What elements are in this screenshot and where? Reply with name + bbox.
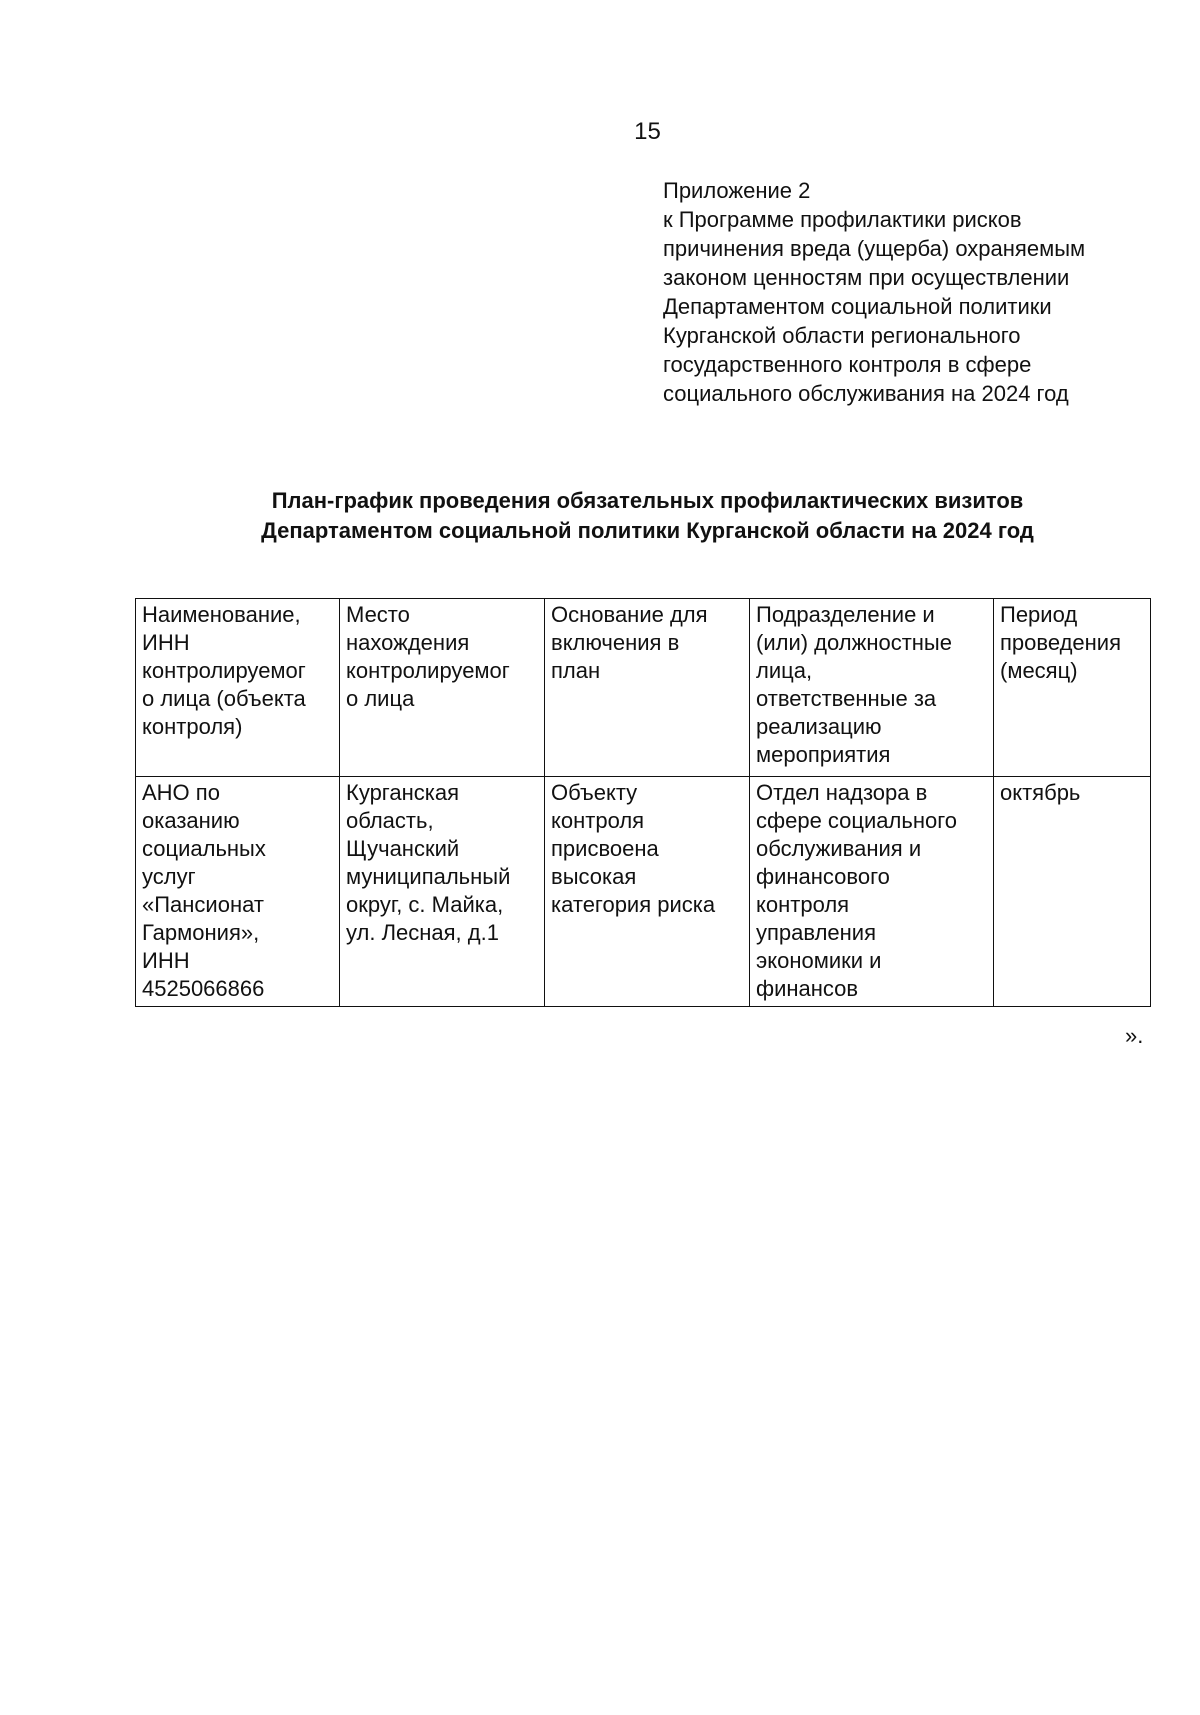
cell-line: экономики и	[756, 948, 882, 973]
header-cell-name-inn	[136, 599, 340, 777]
cell-line: проведения	[1000, 630, 1121, 655]
cell-line: (или) должностные	[756, 630, 952, 655]
table-row	[136, 777, 1151, 1007]
cell-line: ИНН	[142, 948, 190, 973]
cell-line: контроля	[756, 892, 850, 917]
appendix-line: законом ценностям при осуществлении	[663, 265, 1070, 290]
appendix-line: государственного контроля в сфере	[663, 352, 1032, 377]
plan-schedule-table	[135, 598, 1151, 1007]
header-cell-location	[340, 599, 545, 777]
cell-line: о лица (объекта	[142, 686, 306, 711]
cell-line: оказанию	[142, 808, 240, 833]
cell-location	[340, 777, 545, 1007]
document-title	[180, 486, 1115, 546]
cell-line: категория риска	[551, 892, 716, 917]
cell-line: контролируемог	[346, 658, 510, 683]
cell-name-inn	[136, 777, 340, 1007]
cell-line: муниципальный	[346, 864, 511, 889]
cell-line: ул. Лесная, д.1	[346, 920, 499, 945]
cell-line: сфере социального	[756, 808, 957, 833]
cell-line: округ, с. Майка,	[346, 892, 504, 917]
header-cell-basis	[545, 599, 750, 777]
cell-line: Щучанский	[346, 836, 460, 861]
cell-line: Основание для	[551, 602, 708, 627]
cell-line: октябрь	[1000, 780, 1081, 805]
cell-line: финансового	[756, 864, 890, 889]
cell-line: контролируемог	[142, 658, 306, 683]
cell-line: контроля)	[142, 714, 243, 739]
cell-line: Гармония»,	[142, 920, 260, 945]
closing-quote-mark: ».	[1125, 1023, 1144, 1048]
cell-line: Место	[346, 602, 410, 627]
appendix-line: Департаментом социальной политики	[663, 294, 1052, 319]
cell-line: мероприятия	[756, 742, 891, 767]
cell-line: Подразделение и	[756, 602, 935, 627]
header-cell-responsible	[750, 599, 994, 777]
cell-line: АНО по	[142, 780, 220, 805]
title-line: Департаментом социальной политики Курганской области на 2024 год	[261, 518, 1034, 543]
cell-line: ответственные за	[756, 686, 937, 711]
title-line: План-график проведения обязательных профилактических визитов	[271, 488, 1024, 513]
cell-line: Курганская	[346, 780, 459, 805]
appendix-line: причинения вреда (ущерба) охраняемым	[663, 236, 1086, 261]
header-cell-period	[994, 599, 1151, 777]
cell-line: Период	[1000, 602, 1078, 627]
cell-line: высокая	[551, 864, 637, 889]
cell-line: нахождения	[346, 630, 470, 655]
cell-line: финансов	[756, 976, 859, 1001]
cell-line: Объекту	[551, 780, 638, 805]
cell-line: управления	[756, 920, 876, 945]
cell-basis	[545, 777, 750, 1007]
cell-line: услуг	[142, 864, 196, 889]
appendix-line: социального обслуживания на 2024 год	[663, 381, 1069, 406]
cell-line: (месяц)	[1000, 658, 1078, 683]
cell-line: 4525066866	[142, 976, 265, 1001]
page-number: 15	[634, 118, 661, 145]
cell-line: Наименование,	[142, 602, 301, 627]
cell-line: присвоена	[551, 836, 659, 861]
cell-line: Отдел надзора в	[756, 780, 928, 805]
appendix-line: Приложение 2	[663, 178, 811, 203]
cell-responsible	[750, 777, 994, 1007]
cell-line: лица,	[756, 658, 813, 683]
appendix-header	[663, 176, 1163, 408]
cell-line: ИНН	[142, 630, 190, 655]
appendix-line: Курганской области регионального	[663, 323, 1021, 348]
cell-period	[994, 777, 1151, 1007]
table-header-row	[136, 599, 1151, 777]
appendix-line: к Программе профилактики рисков	[663, 207, 1022, 232]
cell-line: включения в	[551, 630, 680, 655]
cell-line: контроля	[551, 808, 645, 833]
cell-line: обслуживания и	[756, 836, 922, 861]
cell-line: план	[551, 658, 601, 683]
cell-line: о лица	[346, 686, 415, 711]
cell-line: область,	[346, 808, 434, 833]
cell-line: социальных	[142, 836, 266, 861]
cell-line: «Пансионат	[142, 892, 264, 917]
cell-line: реализацию	[756, 714, 882, 739]
